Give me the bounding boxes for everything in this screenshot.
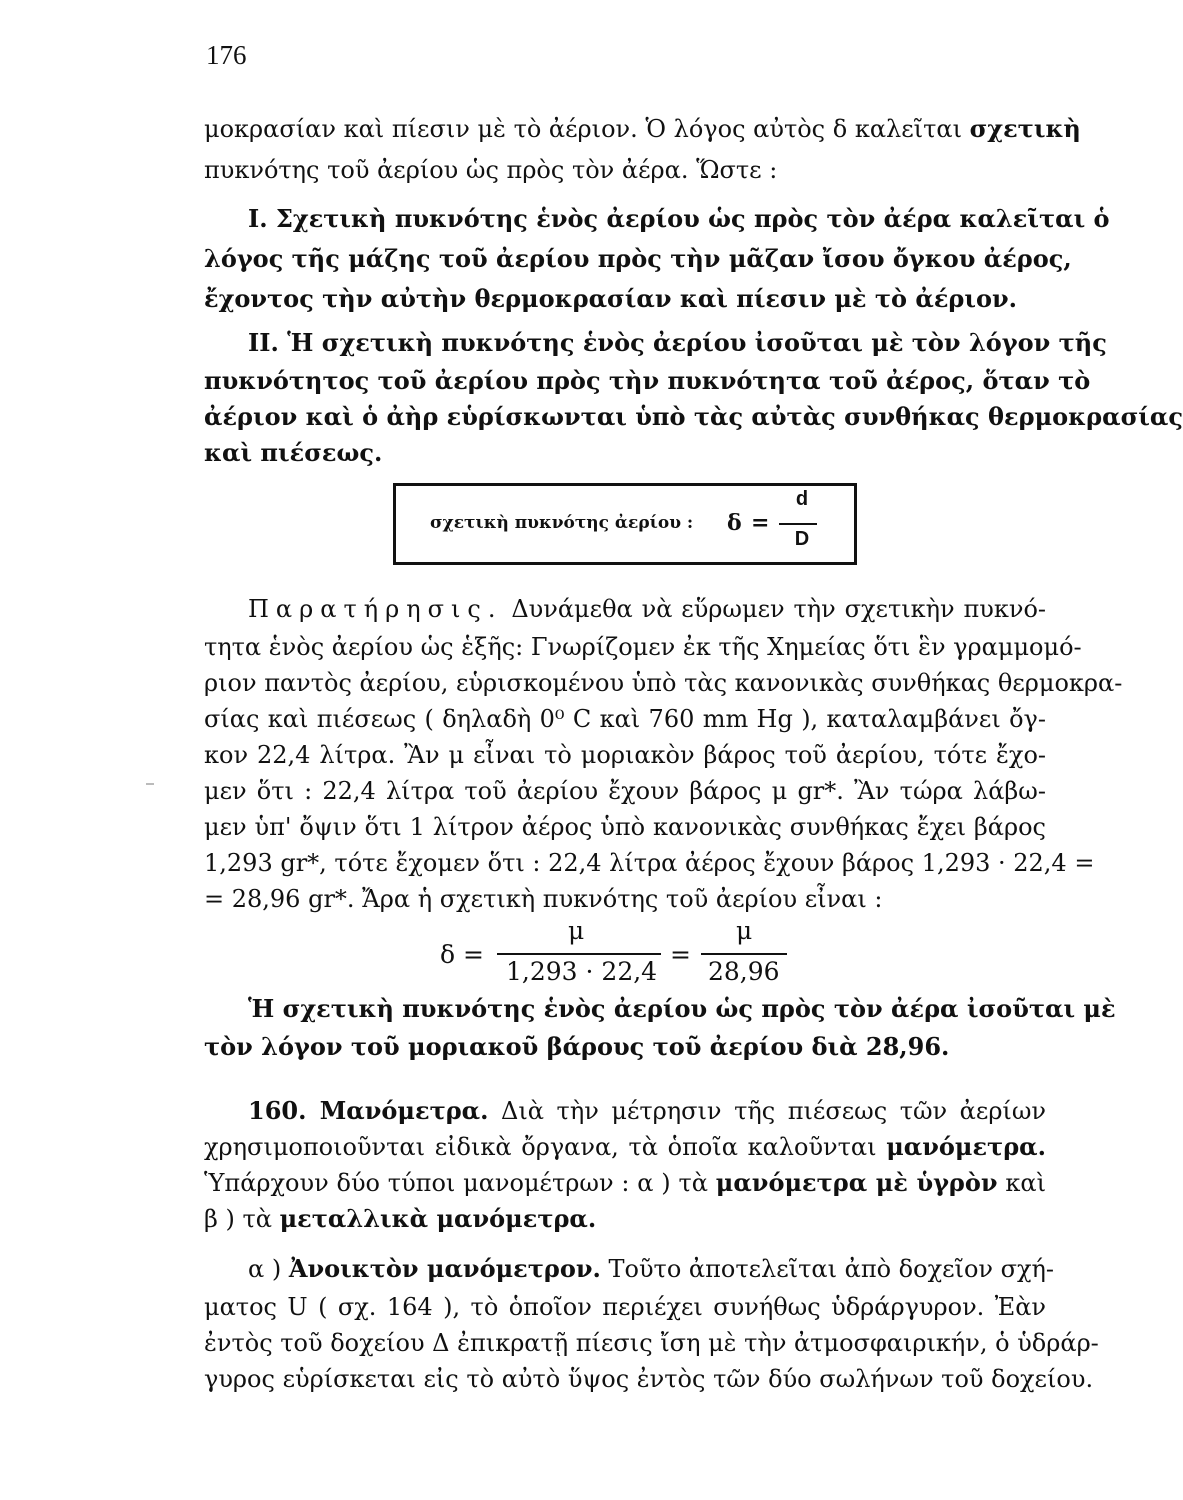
intro-line-2: πυκνότης τοῦ ἀερίου ὡς πρὸς τὸν ἀέρα. Ὥστε : <box>204 156 778 184</box>
definition-1-line-2: λόγος τῆς μάζης τοῦ ἀερίου πρὸς τὴν μᾶζαν ἴσου ὄγκου ἀέρος, <box>204 244 1072 273</box>
formula2-denominator-2: 28,96 <box>708 957 780 986</box>
formula2-lhs: δ = <box>440 940 484 969</box>
remark-line-9: = 28,96 gr*. Ἄρα ἡ σχετικὴ πυκνότης τοῦ ἀερίου εἶναι : <box>204 885 883 913</box>
formula2-equals: = <box>670 940 691 969</box>
section-a-line-2: ματος U ( σχ. 164 ), τὸ ὁποῖον περιέχει συνήθως ὑδράργυρον. Ἐὰν <box>204 1293 1046 1321</box>
formula-label: σχετικὴ πυκνότης ἀερίου : <box>430 513 694 533</box>
section-160-text-3b: καὶ <box>997 1169 1046 1197</box>
section-160-bold-term: μανόμετρα. <box>886 1132 1046 1161</box>
definition-2-line-4: καὶ πιέσεως. <box>204 438 383 467</box>
intro-line-1 <box>204 114 1081 144</box>
section-160-line-4 <box>204 1204 1046 1234</box>
formula2-numerator-2: μ <box>736 916 753 945</box>
remark-line-1 <box>248 594 1046 624</box>
formula-symbol: δ <box>727 510 742 536</box>
formula2-denominator-1: 1,293 · 22,4 <box>506 957 658 986</box>
section-160-line-2 <box>204 1132 1046 1162</box>
section-160-text-4: β ) τὰ <box>204 1205 280 1233</box>
definition-2-line-3: ἀέριον καὶ ὁ ἀὴρ εὑρίσκωνται ὑπὸ τὰς αὐτὰς συνθήκας θερμοκρασίας <box>204 402 1183 431</box>
section-160-bold-term-3: μεταλλικὰ μανόμετρα. <box>279 1204 597 1233</box>
remark-line-4: σίας καὶ πιέσεως ( δηλαδὴ 0⁰ C καὶ 760 mm Hg ), καταλαμβάνει ὄγ- <box>204 705 1046 733</box>
remark-line-5: κον 22,4 λίτρα. Ἂν μ εἶναι τὸ μοριακὸν βάρος τοῦ ἀερίου, τότε ἔχο- <box>204 741 1046 769</box>
remark-heading: Παρατήρησις. <box>248 595 503 623</box>
intro-bold-term: σχετικὴ <box>969 114 1081 143</box>
section-a-line-3: ἐντὸς τοῦ δοχείου Δ ἐπικρατῇ πίεσις ἴση μὲ τὴν ἀτμοσφαιρικήν, ὁ ὑδράρ- <box>204 1329 1099 1357</box>
remark-line-7: μεν ὑπ' ὄψιν ὅτι 1 λίτρον ἀέρος ὑπὸ κανονικὰς συνθήκας ἔχει βάρος <box>204 813 1046 841</box>
formula-denominator: D <box>794 528 810 550</box>
section-160-heading: 160. Μανόμετρα. <box>248 1096 489 1125</box>
section-160-text-2: χρησιμοποιοῦνται εἰδικὰ ὄργανα, τὰ ὁποῖα καλοῦνται <box>204 1133 887 1161</box>
fraction-bar <box>779 523 817 525</box>
section-a-line-1 <box>248 1254 1055 1284</box>
intro-text: μοκρασίαν καὶ πίεσιν μὲ τὸ ἀέριον. Ὁ λόγος αὐτὸς δ καλεῖται <box>204 115 970 143</box>
remark-line-8: 1,293 gr*, τότε ἔχομεν ὅτι : 22,4 λίτρα ἀέρος ἔχουν βάρος 1,293 · 22,4 = <box>204 849 1095 877</box>
remark-text: Δυνάμεθα νὰ εὕρωμεν τὴν σχετικὴν πυκνό- <box>502 595 1046 623</box>
section-a-text: Τοῦτο ἀποτελεῖται ἀπὸ δοχεῖον σχή- <box>600 1255 1055 1283</box>
section-160-line-1 <box>248 1096 1046 1126</box>
formula-numerator: d <box>795 488 809 510</box>
conclusion-line-1: Ἡ σχετικὴ πυκνότης ἑνὸς ἀερίου ὡς πρὸς τὸν ἀέρα ἰσοῦται μὲ <box>248 994 1116 1023</box>
section-160-line-3 <box>204 1168 1046 1198</box>
section-a-prefix: α ) <box>248 1255 289 1283</box>
definition-1-line-1: I. Σχετικὴ πυκνότης ἑνὸς ἀερίου ὡς πρὸς τὸν ἀέρα καλεῖται ὁ <box>248 204 1110 233</box>
remark-line-2: τητα ἑνὸς ἀερίου ὡς ἑξῆς: Γνωρίζομεν ἐκ τῆς Χημείας ὅτι ἓν γραμμομό- <box>204 633 1082 661</box>
formula2-fraction-bar-1 <box>497 953 661 955</box>
relative-density-formula-box <box>393 483 857 565</box>
scan-speck <box>146 783 154 785</box>
definition-2-line-2: πυκνότητος τοῦ ἀερίου πρὸς τὴν πυκνότητα τοῦ ἀέρος, ὅταν τὸ <box>204 366 1091 395</box>
remark-line-3: ριον παντὸς ἀερίου, εὑρισκομένου ὑπὸ τὰς κανονικὰς συνθήκας θερμοκρα- <box>204 669 1123 697</box>
remark-line-6: μεν ὅτι : 22,4 λίτρα τοῦ ἀερίου ἔχουν βάρος μ gr*. Ἂν τώρα λάβω- <box>204 777 1046 805</box>
definition-1-line-3: ἔχοντος τὴν αὐτὴν θερμοκρασίαν καὶ πίεσιν μὲ τὸ ἀέριον. <box>204 284 1018 313</box>
conclusion-line-2: τὸν λόγον τοῦ μοριακοῦ βάρους τοῦ ἀερίου διὰ 28,96. <box>204 1032 950 1061</box>
definition-2-line-1: II. Ἡ σχετικὴ πυκνότης ἑνὸς ἀερίου ἰσοῦται μὲ τὸν λόγον τῆς <box>248 328 1107 357</box>
page-number: 176 <box>206 40 247 70</box>
section-a-heading: Ἀνοικτὸν μανόμετρον. <box>288 1254 601 1283</box>
formula2-numerator-1: μ <box>568 916 585 945</box>
section-160-bold-term-2: μανόμετρα μὲ ὑγρὸν <box>715 1168 998 1197</box>
formula2-fraction-bar-2 <box>701 953 787 955</box>
formula-equals: = <box>751 510 770 536</box>
section-a-line-4: γυρος εὑρίσκεται εἰς τὸ αὐτὸ ὕψος ἐντὸς τῶν δύο σωλήνων τοῦ δοχείου. <box>204 1365 1094 1393</box>
section-160-text-3: Ὑπάρχουν δύο τύποι μανομέτρων : α ) τὰ <box>204 1169 716 1197</box>
section-160-text: Διὰ τὴν μέτρησιν τῆς πιέσεως τῶν ἀερίων <box>488 1097 1047 1125</box>
